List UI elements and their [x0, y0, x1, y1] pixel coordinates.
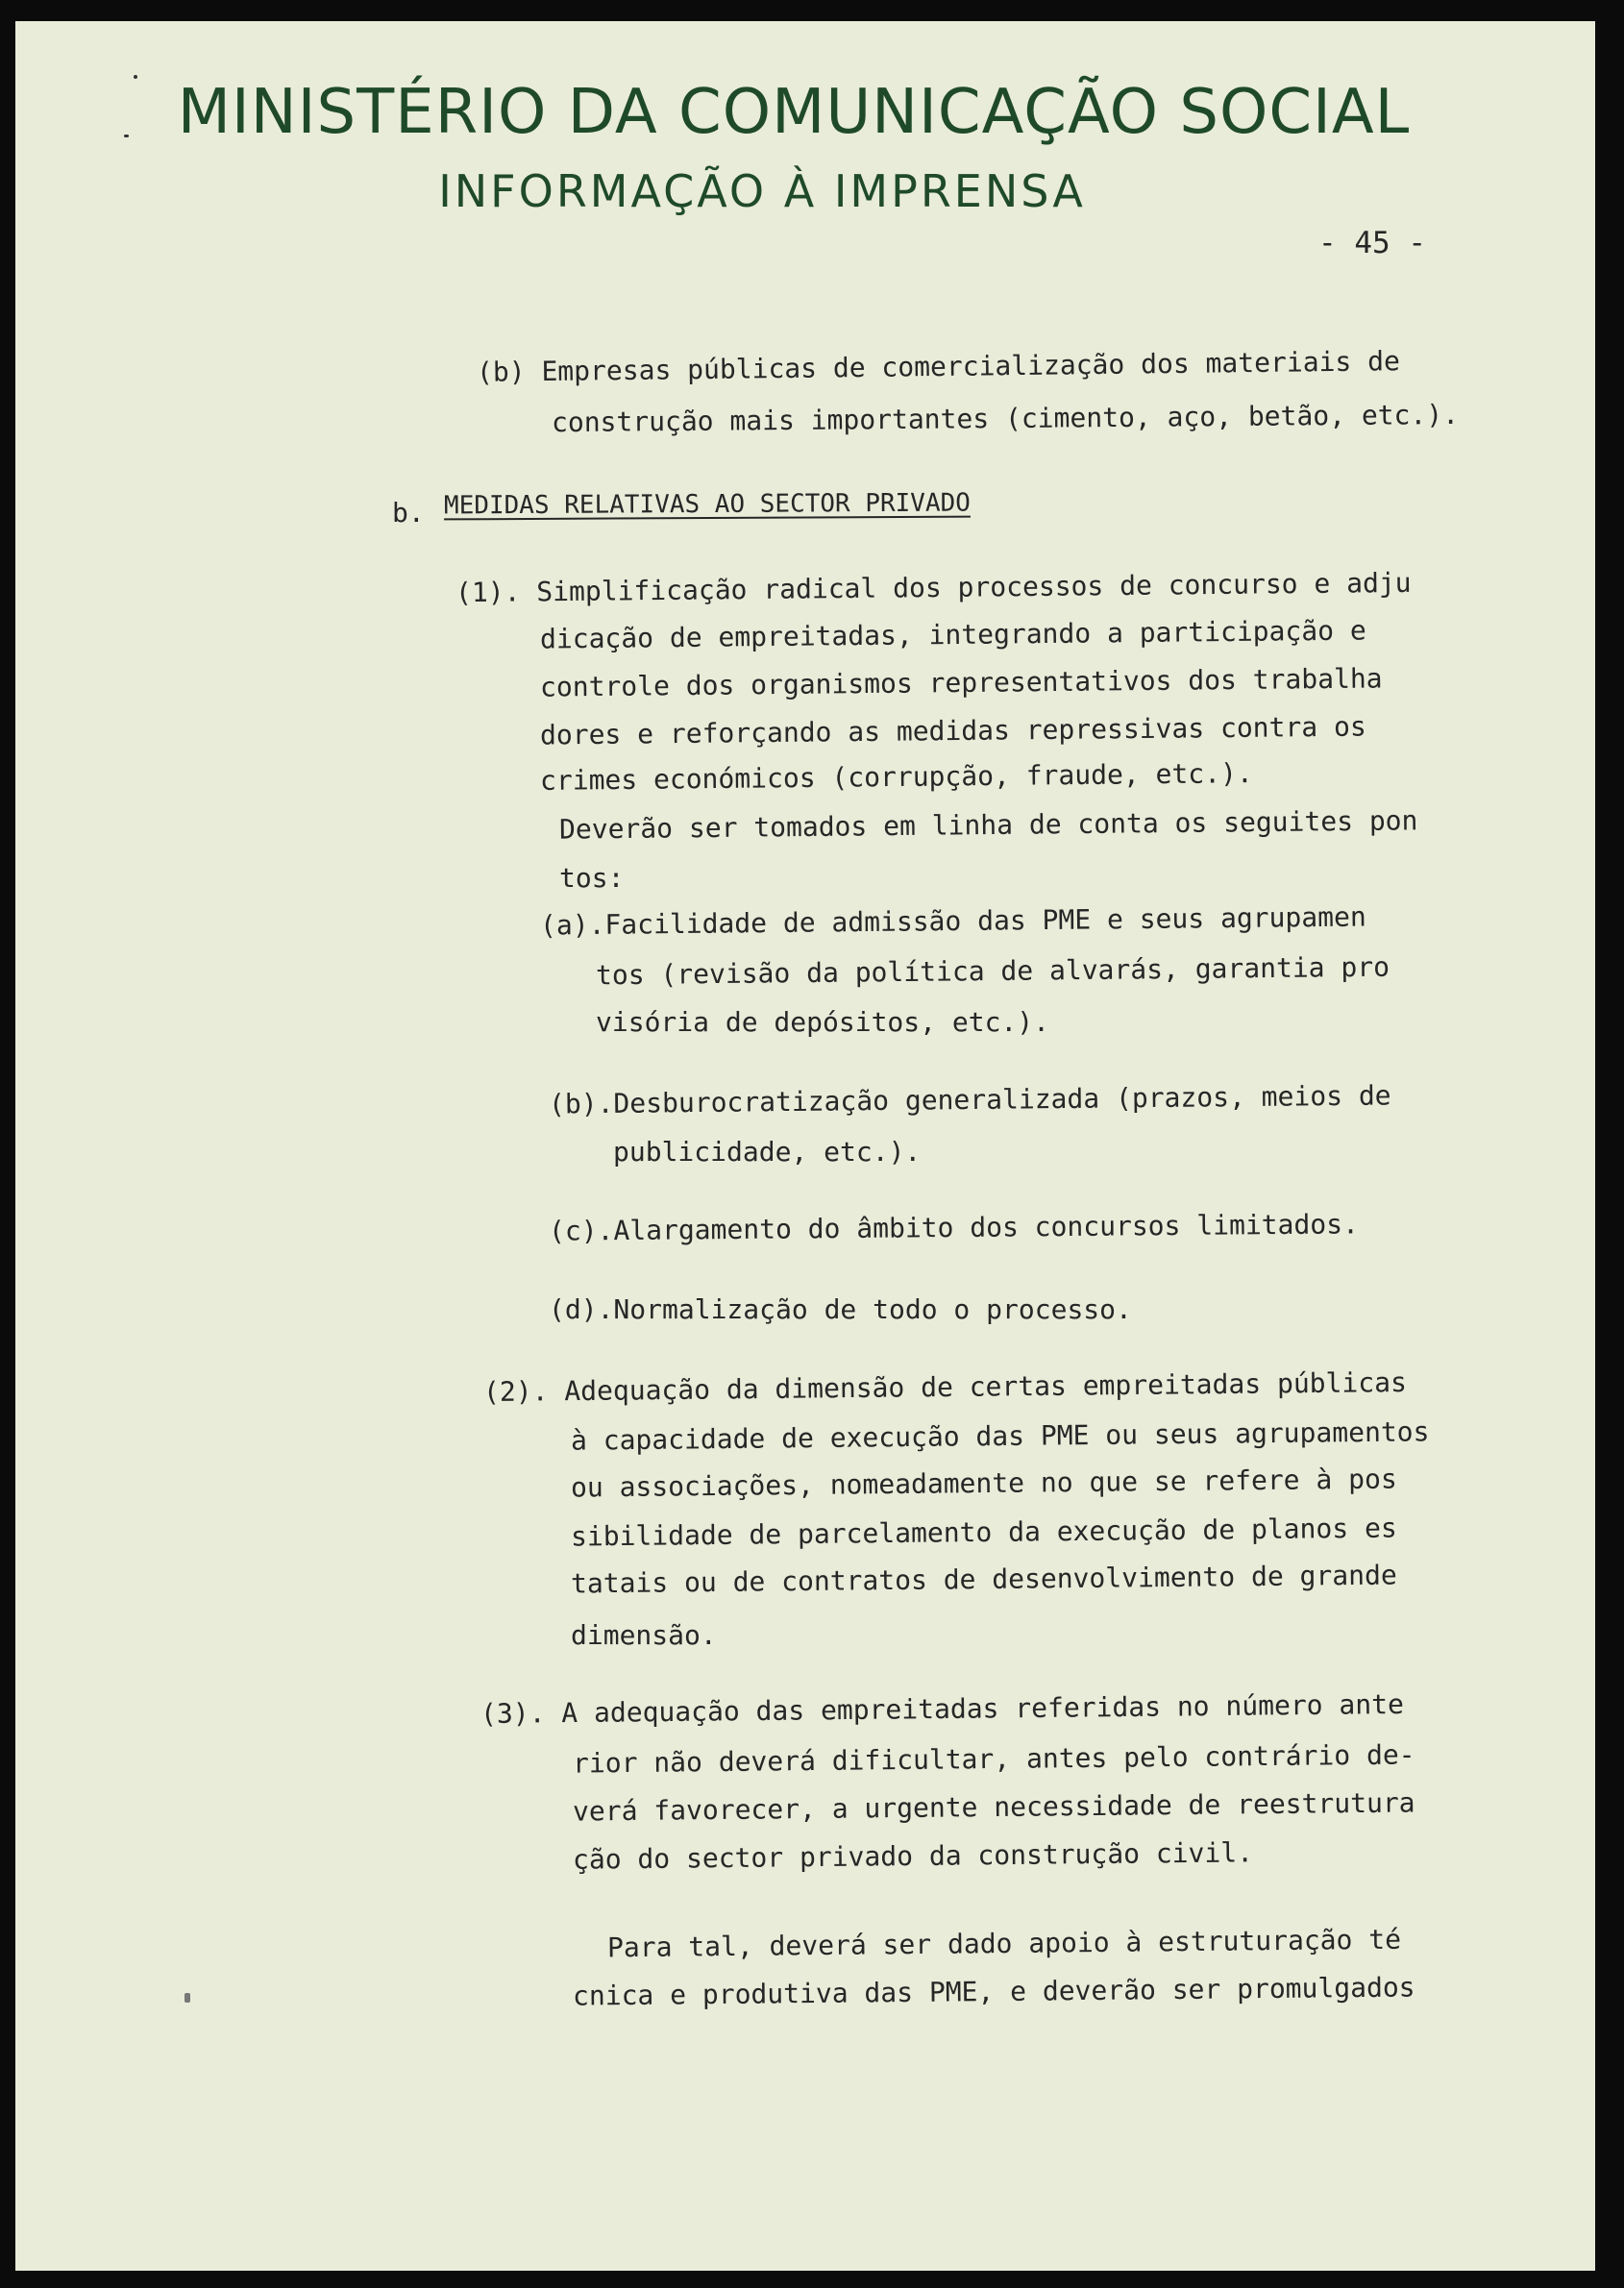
text-line: Deverão ser tomados em linha de conta os seguites pon	[558, 804, 1418, 846]
text-line: verá favorecer, a urgente necessidade de reestrutura	[572, 1786, 1415, 1828]
text-line: (2). Adequação da dimensão de certas empreitadas públicas	[482, 1365, 1408, 1409]
scan-speck	[185, 1993, 190, 2003]
text-line: à capacidade de execução das PME ou seus agrupamentos	[570, 1415, 1430, 1457]
text-line: dicação de empreitadas, integrando a participação e	[539, 614, 1366, 655]
text-line: dores e reforçando as medidas repressivas contra os	[539, 710, 1366, 751]
text-line: (3). A adequação das empreitadas referidas no número ante	[480, 1687, 1405, 1731]
text-line: construção mais importantes (cimento, aço, betão, etc.).	[551, 398, 1460, 439]
page-number: - 45 -	[1318, 226, 1426, 260]
section-letter: b.	[392, 497, 425, 529]
text-line: ção do sector privado da construção civil.	[572, 1836, 1254, 1876]
text-line: Para tal, deverá ser dado apoio à estruturação té	[606, 1923, 1402, 1964]
scan-speck	[124, 135, 129, 137]
text-line: (1). Simplificação radical dos processos de concurso e adju	[455, 566, 1412, 609]
text-line: publicidade, etc.).	[613, 1136, 922, 1168]
text-line: tos (revisão da política de alvarás, garantia pro	[595, 950, 1390, 992]
text-line: (c).Alargamento do âmbito dos concursos limitados.	[548, 1208, 1360, 1247]
letterhead-ministry: MINISTÉRIO DA COMUNICAÇÃO SOCIAL	[177, 77, 1411, 148]
text-line: sibilidade de parcelamento da execução de planos es	[570, 1512, 1397, 1553]
letterhead-department: INFORMAÇÃO À IMPRENSA	[438, 165, 1086, 217]
document-page	[15, 21, 1595, 2271]
text-line: crimes económicos (corrupção, fraude, etc.).	[539, 757, 1253, 797]
text-line: tos:	[559, 862, 625, 894]
scan-speck	[134, 75, 137, 79]
text-line: cnica e produtiva das PME, e deverão ser promulgados	[572, 1971, 1415, 2012]
text-line: (a).Facilidade de admissão das PME e seus agrupamen	[539, 900, 1366, 942]
text-line: (b) Empresas públicas de comercialização dos materiais de	[476, 345, 1401, 388]
text-line: controle dos organismos representativos dos trabalha	[539, 662, 1383, 703]
text-line: rior não deverá dificultar, antes pelo contrário de-	[572, 1738, 1415, 1780]
text-line: visória de depósitos, etc.).	[596, 1006, 1050, 1038]
text-line: (d).Normalização de todo o processo.	[549, 1293, 1132, 1325]
text-line: (b).Desburocratização generalizada (prazos, meios de	[548, 1079, 1391, 1120]
text-line: ou associações, nomeadamente no que se refere à pos	[570, 1463, 1397, 1504]
text-line: dimensão.	[571, 1619, 717, 1651]
text-line: tatais ou de contratos de desenvolvimento de grande	[570, 1559, 1397, 1600]
section-heading: MEDIDAS RELATIVAS AO SECTOR PRIVADO	[443, 488, 971, 521]
